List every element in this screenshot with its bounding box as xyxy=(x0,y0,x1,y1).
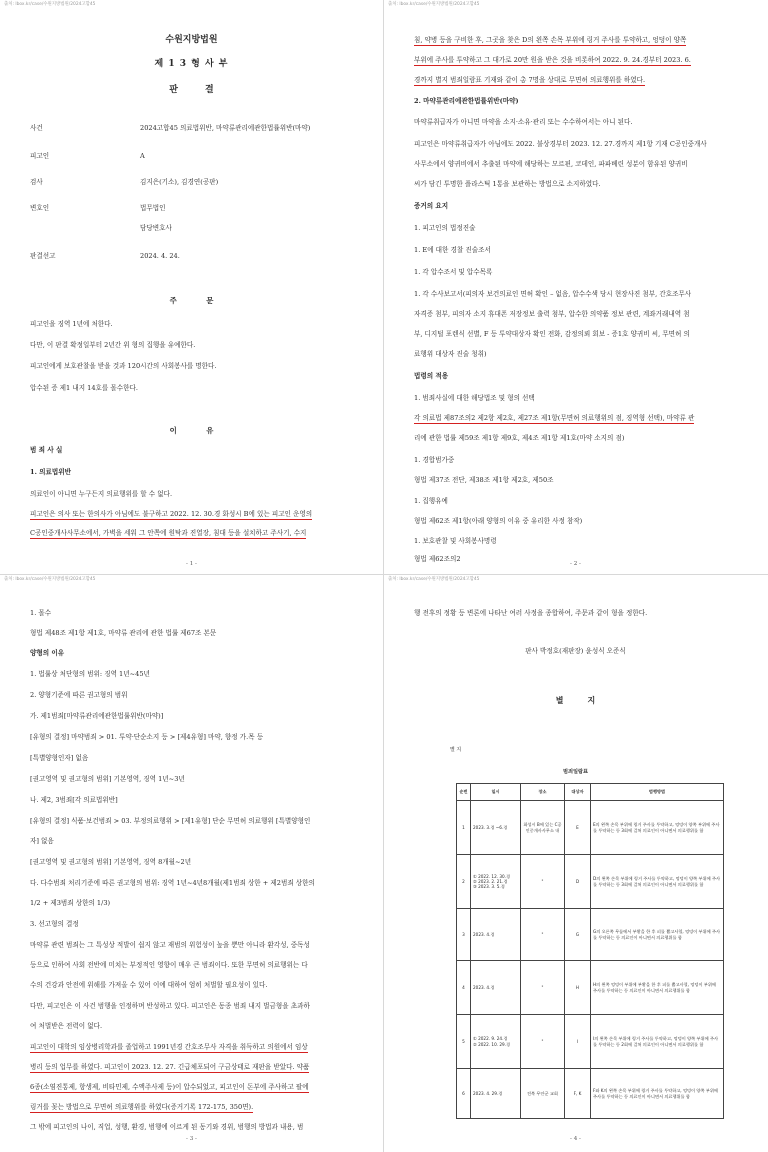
info-label-sentencing-date: 판결선고 xyxy=(30,252,56,260)
info-label-counsel: 변호인 xyxy=(30,204,50,212)
sentencing-line: 다만, 피고인은 이 사건 범행을 인정하며 반성하고 있다. 피고인은 동종 범죄 내지 벌금형을 초과하 xyxy=(30,1002,310,1010)
law-line: 1. 집행유예 xyxy=(414,497,448,505)
source-stamp: 출처: lbox.kr/case/수원지방법원/2024고합45 xyxy=(388,2,480,7)
division-name: 제 1 3 형 사 부 xyxy=(154,59,229,69)
facts-heading: 범 죄 사 실 xyxy=(30,446,63,454)
evidence-item: 1. E에 대한 경찰 진술조서 xyxy=(414,246,491,254)
highlighted-line: 피고인은 의사 또는 한의사가 아님에도 불구하고 2022. 12. 30.경 화성시 B에 있는 피고인 운영의 xyxy=(30,510,313,518)
page-number: - 2 - xyxy=(570,561,581,568)
table-row xyxy=(457,1069,724,1119)
table-row xyxy=(457,909,724,961)
page-1 xyxy=(0,0,383,574)
sentencing-line: 가. 제1범죄[마약류관리에관한법률위반(마약)] xyxy=(30,712,164,720)
table-row xyxy=(457,1015,724,1069)
cell-target: D xyxy=(565,855,591,909)
source-stamp: 출처: lbox.kr/case/수원지방법원/2024고합45 xyxy=(4,577,96,582)
cell-date: 2023. 4.경 xyxy=(471,909,521,961)
cell-method: D의 왼쪽 손목 부위에 링거 주사를 투약하고, 엉덩이 양쪽 부위에 주사를 투약하는 등 3회에 걸쳐 의료인이 아니면서 의료행위를 함 xyxy=(591,855,724,909)
highlighted-line: 병리 등의 업무를 하였다. 피고인이 2023. 12. 27. 긴급체포되어 구금상태로 재판을 받았다. 약품 xyxy=(30,1063,310,1071)
forfeiture-line: 1. 몰수 xyxy=(30,609,52,617)
cell-date: ① 2022. 12. 30.경 ② 2023. 2. 21.경 ③ 2023. 3. 5.경 xyxy=(471,855,521,909)
section2-heading: 2. 마약류관리에관한법률위반(마약) xyxy=(414,97,519,105)
col-header-target: 대상자 xyxy=(565,784,591,801)
table-header-row xyxy=(457,784,724,801)
source-stamp: 출처: lbox.kr/case/수원지방법원/2024고합45 xyxy=(4,2,96,7)
cell-method: I의 왼쪽 손목 부위에 링거 주사를 투약하고, 엉덩이 양쪽 부위에 주사를 투약하는 등 2회에 걸쳐 의료인이 아니면서 의료행위를 함 xyxy=(591,1015,724,1069)
evidence-item: 1. 피고인의 법정진술 xyxy=(414,224,476,232)
order-line-1: 피고인을 징역 1년에 처한다. xyxy=(30,320,113,328)
cell-no: 4 xyxy=(457,961,471,1015)
law-line: 형법 제62조의2 xyxy=(414,555,461,563)
sentencing-heading: 양형의 이유 xyxy=(30,649,65,657)
page-number: - 4 - xyxy=(570,1136,581,1143)
law-line: 형법 제37조 전단, 제38조 제1항 제2호, 제50조 xyxy=(414,476,554,484)
crime-list-table xyxy=(456,783,724,1119)
cell-date: 2023. 4. 29.경 xyxy=(471,1069,521,1119)
sentencing-line: 1. 법률상 처단형의 범위: 징역 1년~45년 xyxy=(30,670,150,678)
evidence-item: 자격증 첨부, 피의자 소지 휴대폰 저장정보 출력 첨부, 압수한 의약품 정보 관련, 계좌거래내역 첨 xyxy=(414,310,690,318)
law-line: 1. 범죄사실에 대한 해당법조 및 형의 선택 xyxy=(414,394,535,402)
section2-line: 씨가 담긴 투명한 플라스틱 1통을 보관하는 방법으로 소지하였다. xyxy=(414,180,601,188)
evidence-item: 1. 각 수사보고서(피의자 보건의료인 면허 확인 – 없음, 압수수색 당시 현장사진 첨부, 간호조무사 xyxy=(414,290,692,298)
conclusion-line: 행 전후의 정황 등 변론에 나타난 여러 사정을 종합하여, 주문과 같이 형을 정한다. xyxy=(414,609,648,617)
evidence-item: 료행위 대상자 진술 청취) xyxy=(414,350,487,358)
cell-place: " xyxy=(521,1015,565,1069)
highlighted-line: 피고인이 대학의 임상병리학과를 졸업하고 1991년경 간호조무사 자격을 취득하고 의원에서 임상 xyxy=(30,1043,308,1051)
page-number: - 1 - xyxy=(186,561,197,568)
annex-label: 별 지 xyxy=(450,747,462,753)
sentencing-line: 수의 건강과 안전에 위해를 가져올 수 있어 이에 대하여 엄히 처벌할 필요성이 있다. xyxy=(30,981,268,989)
info-value-case: 2024고합45 의료법위반, 마약류관리에관한법률위반(마약) xyxy=(140,124,311,132)
info-value-attorney: 담당변호사 xyxy=(140,224,172,232)
order-line-4: 압수된 증 제1 내지 14호를 몰수한다. xyxy=(30,384,138,392)
cell-date: 2023. 4.경 xyxy=(471,961,521,1015)
order-heading: 주 문 xyxy=(169,296,214,305)
page-3 xyxy=(0,575,383,1149)
cell-target: E xyxy=(565,801,591,855)
cell-place: 전북 무안군 교회 xyxy=(521,1069,565,1119)
cell-method: F와 K의 왼쪽 손목 부위에 링거 주사를 투약하고, 엉덩이 양쪽 부위에 주사를 투약하는 등 의료인이 아니면서 의료행위를 함 xyxy=(591,1069,724,1119)
cell-place: 화성시 B에 있는 C공인중개사사무소 내 xyxy=(521,801,565,855)
sentencing-line: 다. 다수범죄 처리기준에 따른 권고형의 범위: 징역 1년~4년8개월(제1범죄 상한 + 제2범죄 상한의 xyxy=(30,879,315,887)
order-line-3: 피고인에게 보호관찰을 받을 것과 120시간의 사회봉사를 명한다. xyxy=(30,362,217,370)
info-label-defendant: 피고인 xyxy=(30,152,50,160)
cell-place: " xyxy=(521,961,565,1015)
law-line: 형법 제62조 제1항(아래 양형의 이유 중 유리한 사정 참작) xyxy=(414,517,583,525)
cell-date: ① 2022. 9. 24.경 ② 2022. 10. 29.경 xyxy=(471,1015,521,1069)
cell-target: I xyxy=(565,1015,591,1069)
law-line: 1. 경합범가중 xyxy=(414,456,455,464)
sentencing-line: 1/2 + 제3범죄 상한의 1/3) xyxy=(30,899,111,907)
sentencing-line: [특별양형인자] 없음 xyxy=(30,754,89,762)
cell-method: G의 오른쪽 무릎에서 부황을 한 후 피를 뽑고사혈, 엉덩이 부위에 주사를 투약하는 등 의료인이 아니면서 의료행위를 함 xyxy=(591,909,724,961)
law-line: 리에 관한 법률 제59조 제1항 제9호, 제4조 제1항 제1호(마약 소지의 점) xyxy=(414,434,625,442)
table-row xyxy=(457,855,724,909)
law-heading: 법령의 적용 xyxy=(414,372,449,380)
cell-no: 6 xyxy=(457,1069,471,1119)
cell-target: G xyxy=(565,909,591,961)
sentencing-line: [권고영역 및 권고형의 범위] 기본영역, 징역 8개월~2년 xyxy=(30,858,192,866)
order-line-2: 다만, 이 판결 확정일부터 2년간 위 형의 집행을 유예한다. xyxy=(30,341,196,349)
section2-line: 사무소에서 양귀비에서 추출된 마약에 해당하는 모르핀, 코데인, 파파베린 성분이 함유된 양귀비 xyxy=(414,160,688,168)
col-header-no: 순번 xyxy=(457,784,471,801)
source-stamp: 출처: lbox.kr/case/수원지방법원/2024고합45 xyxy=(388,577,480,582)
judges-line: 판사 박정호(재판장) 윤성식 오준식 xyxy=(525,647,626,655)
reasons-heading: 이 유 xyxy=(169,426,214,435)
cell-no: 2 xyxy=(457,855,471,909)
sentencing-line: 그 밖에 피고인의 나이, 직업, 성행, 환경, 범행에 이르게 된 동기와 경위, 범행의 방법과 내용, 범 xyxy=(30,1123,304,1131)
sentencing-line: 마약류 관련 범죄는 그 특성상 적발이 쉽지 않고 재범의 위험성이 높을 뿐만 아니라 환각성, 중독성 xyxy=(30,941,310,949)
sentencing-line: 3. 선고형의 결정 xyxy=(30,920,79,928)
sentencing-line: 등으로 인하여 사회 전반에 미치는 부정적인 영향이 매우 큰 범죄이다. 또한 무면허 의료행위는 다 xyxy=(30,961,308,969)
highlighted-line: C공인중개사사무소에서, 가벽을 세워 그 안쪽에 원탁과 진열장, 침대 등을 설치하고 주사기, 수지 xyxy=(30,529,307,537)
law-line: 1. 보호관찰 및 사회봉사명령 xyxy=(414,537,497,545)
info-label-case: 사건 xyxy=(30,124,43,132)
col-header-method: 범행방법 xyxy=(591,784,724,801)
sentencing-line: [권고영역 및 권고형의 범위] 기본영역, 징역 1년~3년 xyxy=(30,775,185,783)
section2-line: 피고인은 마약류취급자가 아님에도 2022. 불상경부터 2023. 12. 27.경까지 제1항 기재 C공인중개사 xyxy=(414,140,707,148)
court-name: 수원지방법원 xyxy=(165,35,218,45)
cell-place: " xyxy=(521,909,565,961)
cell-method: E의 왼쪽 손목 부위에 링거 주사를 투약하고, 엉덩이 양쪽 부위에 주사를 투약하는 등 3회에 걸쳐 의료인이 아니면서 의료행위를 함 xyxy=(591,801,724,855)
section2-paragraph: 마약류취급자가 아니면 마약을 소지·소유·관리 또는 수수하여서는 아니 된다. xyxy=(414,118,633,126)
evidence-item: 1. 각 압수조서 및 압수목록 xyxy=(414,268,493,276)
highlighted-line: 침, 약병 등을 구비한 후, 그곳을 찾은 D의 왼쪽 손목 부위에 링거 주사를 투약하고, 엉덩이 양쪽 xyxy=(414,36,687,44)
sentencing-line: [유형의 결정] 마약범죄 > 01. 투약·단순소지 등 > [제4유형] 마약, 향정 가.목 등 xyxy=(30,733,264,741)
cell-no: 1 xyxy=(457,801,471,855)
info-value-sentencing-date: 2024. 4. 24. xyxy=(140,252,180,260)
col-header-date: 일시 xyxy=(471,784,521,801)
page-4 xyxy=(384,575,767,1149)
info-value-defendant: A xyxy=(140,152,145,160)
document-type: 판 결 xyxy=(169,85,214,95)
sentencing-line: 나. 제2, 3범죄[각 의료법위반] xyxy=(30,796,118,804)
cell-target: F, K xyxy=(565,1069,591,1119)
sentencing-line: 자] 없음 xyxy=(30,837,54,845)
crime-list-title: 범죄일람표 xyxy=(562,769,589,775)
highlighted-line: 6종(소염진통제, 항생제, 비타민제, 수액주사제 등)이 압수되었고, 피고인이 돈부에 주사하고 팔에 xyxy=(30,1083,309,1091)
highlighted-line: 부위에 주사를 투약하고 그 대가로 20만 원을 받은 것을 비롯하여 2022. 9. 24.경부터 2023. 6. xyxy=(414,56,691,64)
highlighted-line: 링거를 꽂는 방법으로 무면허 의료행위를 하였다(증거기록 172-175, 350면). xyxy=(30,1103,254,1111)
section1-heading: 1. 의료법위반 xyxy=(30,468,72,476)
sentencing-line: 2. 양형기준에 따른 권고형의 범위 xyxy=(30,691,128,699)
forfeiture-line: 형법 제48조 제1항 제1호, 마약류 관리에 관한 법률 제67조 본문 xyxy=(30,629,217,637)
cell-date: 2023. 3.경 ~6.경 xyxy=(471,801,521,855)
page-2 xyxy=(384,0,767,574)
col-header-place: 장소 xyxy=(521,784,565,801)
page-number: - 3 - xyxy=(186,1136,197,1143)
cell-method: H의 왼쪽 엉덩이 부위에 부황을 한 후 피를 뽑고사혈, 엉덩이 부위에 주사를 투약하는 등 의료인이 아니면서 의료행위를 함 xyxy=(591,961,724,1015)
cell-no: 3 xyxy=(457,909,471,961)
info-value-prosecutor: 김지은(기소), 김경연(공판) xyxy=(140,178,219,186)
info-label-prosecutor: 검사 xyxy=(30,178,43,186)
sentencing-line: [유형의 결정] 식품·보건범죄 > 03. 부정의료행위 > [제1유형] 단순 무면허 의료행위 [특별양형인 xyxy=(30,817,311,825)
section1-paragraph: 의료인이 아니면 누구든지 의료행위를 할 수 없다. xyxy=(30,490,173,498)
info-value-counsel: 법무법인 xyxy=(140,204,166,212)
cell-target: H xyxy=(565,961,591,1015)
annex-heading: 별 지 xyxy=(555,695,596,705)
highlighted-line: 각 의료법 제87조의2 제2항 제2호, 제27조 제1항(무면허 의료행위의 점, 징역형 선택), 마약류 관 xyxy=(414,414,695,422)
highlighted-line: 경까지 별지 범죄일람표 기재와 같이 총 7명을 상대로 무면허 의료행위를 하였다. xyxy=(414,76,646,84)
table-row xyxy=(457,801,724,855)
sentencing-line: 여 처벌받은 전력이 없다. xyxy=(30,1022,103,1030)
table-row xyxy=(457,961,724,1015)
evidence-item: 부, 디지털 포렌식 선별, F 등 투약대상자 확인 전화, 감정의뢰 회보 - 증1호 양귀비 씨, 무면허 의 xyxy=(414,330,690,338)
cell-place: " xyxy=(521,855,565,909)
evidence-heading: 증거의 요지 xyxy=(414,202,449,210)
cell-no: 5 xyxy=(457,1015,471,1069)
